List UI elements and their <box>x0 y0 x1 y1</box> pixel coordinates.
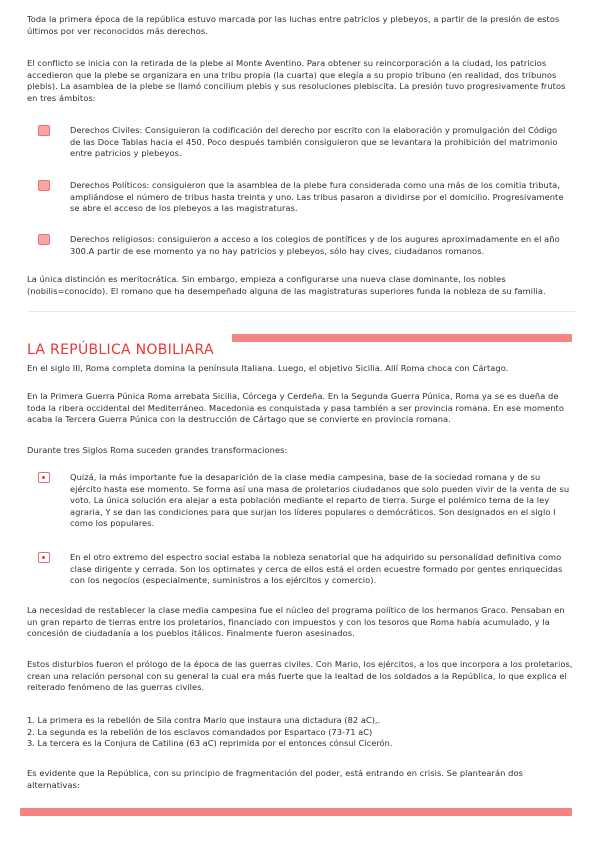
transformacion-1: Quizá, la más importante fue la desaparición de la clase media campesina, base de la sociedad romana y de su ejército hasta ese momento. Se forma así una masa de proletarios ciudadanos que solo pueden vivir de la venta de su voto. La única solución era alejar a esta población mediante el reparto de tierra. Surge el polémico tema de la ley agraria, Y se dan las condiciones para que surjan los líderes populares o demócráticos. Son designados en el siglo I como los populares. <box>70 472 570 529</box>
ambito-politicos: Derechos Políticos: consiguieron que la asamblea de la plebe fura considerada como una más de los comitia tributa, ampliándose el número de tribus hasta treinta y uno. Las tribus pasaron a dividirse por el domicilio. Progresivamente se abre el acceso de los plebeyos a las magistraturas. <box>70 180 564 214</box>
section-divider <box>27 311 575 312</box>
section-paragraph-2: En la Primera Guerra Púnica Roma arrebata Sicilia, Córcega y Cerdeña. En la Segunda Guerra Púnica, Roma ya se es dueña de toda la ribera occidental del Mediterráneo. Macedonia es conquistada y pasa también a ser provincia romana. En ese momento acaba la Tercera Guerra Púnica con la destrucción de Cártago que se convierte en provincia romana. <box>27 391 564 425</box>
ambito-religiosos: Derechos religiosos: consiguieron a acceso a los colegios de pontífices y de los augures aproximadamente en el año 300.A partir de ese momento ya no hay patricios y plebeyos, sólo hay cives, ciudadanos romanos. <box>70 234 560 256</box>
intro-paragraph-2: El conflicto se inicia con la retirada de la plebe al Monte Aventino. Para obtener su reincorporación a la ciudad, los patricios accedieron que la plebe se organizara en una tribu propia (la cuarta) que elegía a su propio tribuno (en realidad, dos tribunos plebis). La asamblea de la plebe se llamó concilium plebis y sus resoluciones plebiscita. La presión tuvo progresivamente frutos en tres ámbitos: <box>27 58 566 103</box>
bottom-rule <box>20 808 572 816</box>
section-paragraph-3: Durante tres Siglos Roma suceden grandes transformaciones: <box>27 445 288 455</box>
checkbox-bullet-icon <box>38 234 50 245</box>
list-item: 2. La segunda es la rebelión de los esclavos comandados por Espartaco (73-71 aC) <box>27 726 373 737</box>
checkbox-bullet-icon <box>38 125 50 136</box>
section-title: LA REPÚBLICA NOBILIARA <box>27 341 214 358</box>
ambito-civiles: Derechos Civiles: Consiguieron la codificación del derecho por escrito con la elaboración y promulgación del Código de las Doce Tablas hacia el 450. Poco después también consiguieron que se levantara la prohibición del matrimonio entre patricios y plebeyos. <box>70 125 558 159</box>
list-item: 3. La tercera es la Conjura de Catilina (63 aC) reprimida por el entonces cónsul Cicerón. <box>27 738 393 749</box>
dot-bullet-icon <box>38 472 50 483</box>
section-paragraph-4: La necesidad de restablecer la clase media campesina fue el núcleo del programa político de los hermanos Graco. Pensaban en un gran reparto de tierras entre los proletarios, financiado con impuestos y con los tesoros que Roma había acumulado, y la concesión de ciudadanía a los pueblos itálicos. Finalmente fueron asesinados. <box>27 605 565 639</box>
section-paragraph-1: En el siglo III, Roma completa domina la península Italiana. Luego, el objetivo Sicilia. Allí Roma choca con Cártago. <box>27 363 509 373</box>
section-paragraph-5: Estos disturbios fueron el prólogo de la época de las guerras civiles. Con Mario, los ejércitos, a los que incorpora a los proletarios, crean una relación personal con su general la cual era más fuerte que la lealtad de los soldados a la República, lo que explica el reiterado fenómeno de las guerras civiles. <box>27 659 573 693</box>
checkbox-bullet-icon <box>38 180 50 191</box>
intro-paragraph-1: Toda la primera época de la república estuvo marcada por las luchas entre patricios y plebeyos, a partir de la presión de estos últimos por ver reconocidos más derechos. <box>27 14 560 36</box>
section-paragraph-6: Es evidente que la República, con su principio de fragmentación del poder, está entrando en crisis. Se plantearán dos alternativas: <box>27 768 523 790</box>
list-item: 1. La primera es la rebelión de Sila contra Mario que instaura una dictadura (82 aC),. <box>27 715 381 725</box>
intro-closing-paragraph: La única distinción es meritocrática. Sin embargo, empieza a configurarse una nueva clase dominante, los nobles (nobilis=conocido). El romano que ha desempeñado alguna de las magistraturas superiores funda la nobleza de su familia. <box>27 274 546 296</box>
civil-wars-list <box>27 715 575 750</box>
dot-bullet-icon <box>38 552 50 563</box>
transformacion-2: En el otro extremo del espectro social estaba la nobleza senatorial que ha adquirido su personalidad definitiva como clase dirigente y cerrada. Son los optimates y cerca de ellos está el orden ecuestre formado por gentes enriquecidas con los negocios (especialmente, suministros a los ejércitos y comercio). <box>70 552 563 586</box>
title-rule <box>232 334 572 342</box>
